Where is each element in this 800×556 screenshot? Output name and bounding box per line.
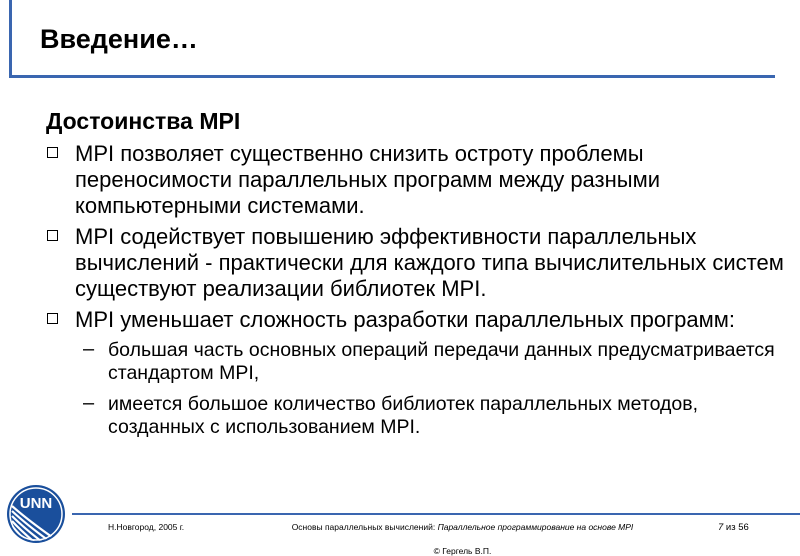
sub-bullet-item: [75, 339, 791, 385]
title-accent-vertical: [9, 0, 12, 78]
page-indicator: [718, 522, 749, 533]
sub-bullet-list: [75, 339, 791, 439]
sub-bullet-text: имеется большое количество библиотек параллельных методов, созданных с использованием MPI.: [108, 393, 698, 438]
bullet-text: MPI позволяет существенно снизить остроту проблемы переносимости параллельных программ между разными компьютерными системами.: [75, 141, 661, 218]
bullet-item: [46, 307, 791, 439]
dash-bullet-icon: –: [83, 392, 95, 414]
square-bullet-icon: [47, 230, 58, 241]
square-bullet-icon: [47, 147, 58, 158]
bullet-text: MPI уменьшает сложность разработки параллельных программ:: [75, 307, 735, 332]
section-heading: Достоинства MPI: [46, 108, 241, 134]
logo-text: UNN: [19, 495, 53, 512]
square-bullet-icon: [47, 313, 58, 324]
unn-logo-icon: [6, 484, 66, 544]
bullet-item: [46, 224, 791, 302]
bullet-list: [46, 141, 791, 447]
footer-course-title: Параллельное программирование на основе MPI: [437, 522, 634, 532]
dash-bullet-icon: –: [83, 338, 95, 360]
sub-bullet-text: большая часть основных операций передачи данных предусматривается стандартом MPI,: [108, 339, 775, 384]
footer-divider: [72, 513, 800, 515]
page-separator: из: [723, 522, 739, 533]
page-current: 7: [718, 522, 724, 533]
footer-author: © Гергель В.П.: [433, 546, 492, 556]
footer-city-year: Н.Новгород, 2005 г.: [108, 522, 185, 532]
sub-bullet-item: [75, 393, 791, 439]
page-total: 56: [738, 522, 749, 533]
footer-course: [245, 522, 680, 533]
footer-course-prefix: Основы параллельных вычислений:: [291, 522, 438, 532]
bullet-item: [46, 141, 791, 219]
title-accent-underline: [9, 75, 775, 78]
bullet-text: MPI содействует повышению эффективности параллельных вычислений - практически для каждого типа вычислительных систем существуют реализации библиотек MPI.: [75, 224, 784, 301]
slide-title: Введение…: [40, 24, 198, 54]
